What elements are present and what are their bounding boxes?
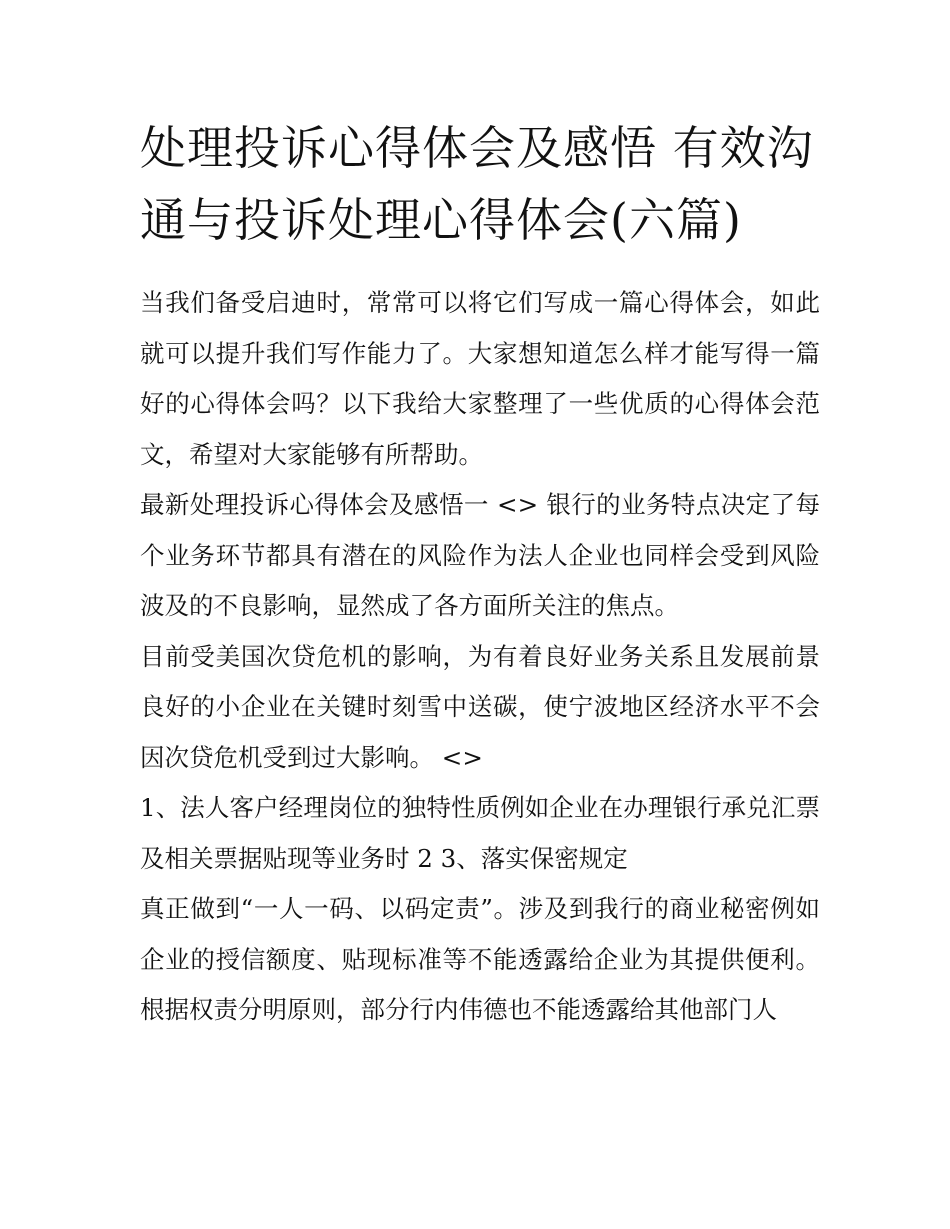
paragraph-subprime: 目前受美国次贷危机的影响，为有着良好业务关系且发展前景良好的小企业在关键时刻雪中送碳，使宁波地区经济水平不会因次贷危机受到过大影响。 <> bbox=[140, 641, 820, 772]
document-body bbox=[140, 278, 820, 1036]
document-page bbox=[140, 112, 820, 1036]
paragraph-bank-risk: 最新处理投诉心得体会及感悟一 <> 银行的业务特点决定了每个业务环节都具有潜在的风险作为法人企业也同样会受到风险波及的不良影响，显然成了各方面所关注的焦点。 bbox=[140, 490, 820, 620]
paragraph-point-1: 1、法人客户经理岗位的独特性质例如企业在办理银行承兑汇票及相关票据贴现等业务时 2 3、落实保密规定 bbox=[140, 793, 820, 873]
document-title: 处理投诉心得体会及感悟 有效沟通与投诉处理心得体会(六篇) bbox=[140, 121, 814, 247]
paragraph-confidentiality: 真正做到“一人一码、以码定责”。涉及到我行的商业秘密例如企业的授信额度、贴现标准等不能透露给企业为其提供便利。根据权责分明原则，部分行内伟德也不能透露给其他部门人 bbox=[140, 894, 820, 1024]
paragraph-intro: 当我们备受启迪时，常常可以将它们写成一篇心得体会，如此就可以提升我们写作能力了。大家想知道怎么样才能写得一篇好的心得体会吗？以下我给大家整理了一些优质的心得体会范文，希望对大家能够有所帮助。 bbox=[140, 288, 820, 469]
